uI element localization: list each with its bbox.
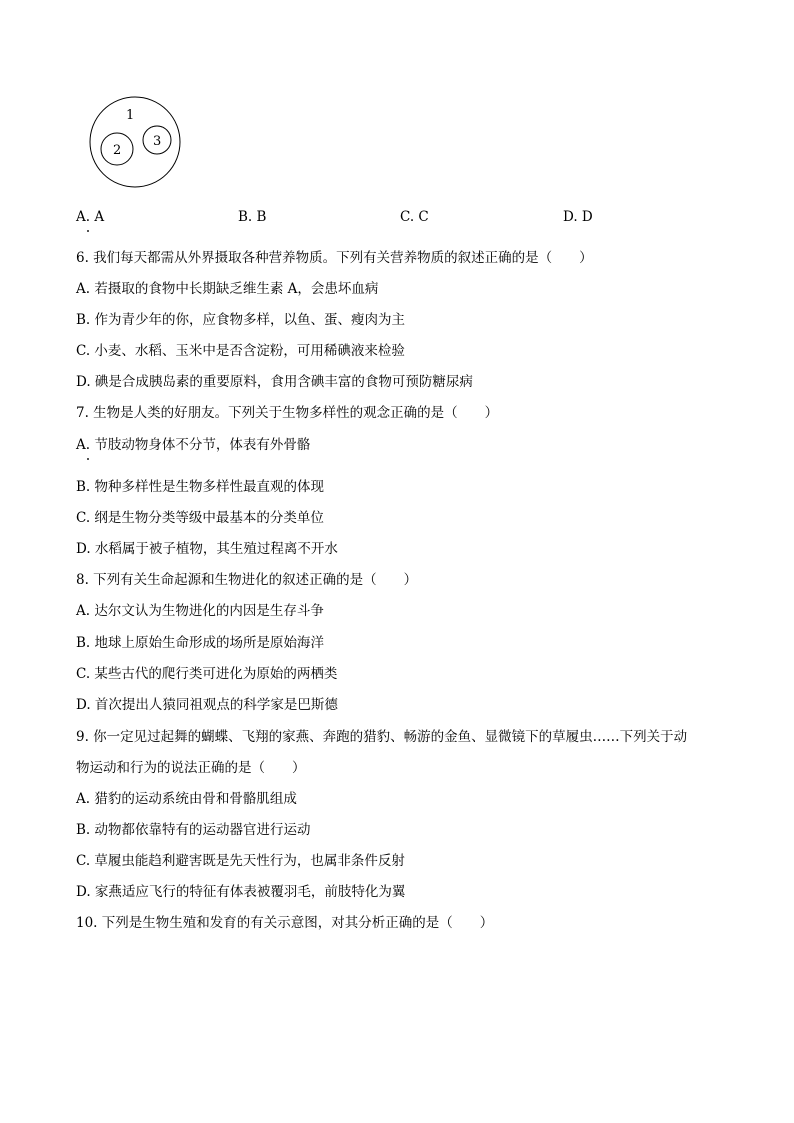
question-9-stem-line-1: 9. 你一定见过起舞的蝴蝶、飞翔的家燕、奔跑的猎豹、畅游的金鱼、显微镜下的草履虫……下列关于动 <box>76 729 688 745</box>
q5-option-b: B. B <box>238 209 267 225</box>
label-3: 3 <box>153 134 162 149</box>
question-7-option-a: A. 节肢动物身体不分节，体表有外骨骼 <box>76 437 311 453</box>
circle-1 <box>90 97 180 187</box>
q5-option-a: A. A <box>76 209 105 225</box>
question-8-stem: 8. 下列有关生命起源和生物进化的叙述正确的是（ ） <box>76 572 418 588</box>
question-6-option-b: B. 作为青少年的你，应食物多样，以鱼、蛋、瘦肉为主 <box>76 312 406 328</box>
question-8-option-b: B. 地球上原始生命形成的场所是原始海洋 <box>76 635 325 651</box>
question-6-option-d: D. 碘是合成胰岛素的重要原料，食用含碘丰富的食物可预防糖尿病 <box>76 374 473 390</box>
q5-option-c: C. C <box>400 209 429 225</box>
question-9-stem-line-2: 物运动和行为的说法正确的是（ ） <box>76 760 306 776</box>
question-9-option-d: D. 家燕适应飞行的特征有体表被覆羽毛，前肢特化为翼 <box>76 884 406 900</box>
question-9-option-c: C. 草履虫能趋利避害既是先天性行为，也属非条件反射 <box>76 853 405 869</box>
label-2: 2 <box>113 143 122 158</box>
tick-mark <box>87 230 89 232</box>
question-7-option-d: D. 水稻属于被子植物，其生殖过程离不开水 <box>76 541 338 557</box>
tick-mark <box>87 458 89 460</box>
label-1: 1 <box>126 108 135 123</box>
question-9-option-a: A. 猎豹的运动系统由骨和骨骼肌组成 <box>76 791 297 807</box>
question-8-option-a: A. 达尔文认为生物进化的内因是生存斗争 <box>76 603 324 619</box>
question-6-stem: 6. 我们每天都需从外界摄取各种营养物质。下列有关营养物质的叙述正确的是（ ） <box>76 250 593 266</box>
question-8-option-d: D. 首次提出人猿同祖观点的科学家是巴斯德 <box>76 697 338 713</box>
question-6-option-a: A. 若摄取的食物中长期缺乏维生素 A，会患坏血病 <box>76 281 379 297</box>
question-10-stem: 10. 下列是生物生殖和发育的有关示意图，对其分析正确的是（ ） <box>76 915 494 931</box>
nested-circles-figure <box>88 95 182 189</box>
question-7-option-b: B. 物种多样性是生物多样性最直观的体现 <box>76 479 325 495</box>
question-8-option-c: C. 某些古代的爬行类可进化为原始的两栖类 <box>76 666 338 682</box>
question-9-option-b: B. 动物都依靠特有的运动器官进行运动 <box>76 822 311 838</box>
q5-option-d: D. D <box>563 209 593 225</box>
question-7-stem: 7. 生物是人类的好朋友。下列关于生物多样性的观念正确的是（ ） <box>76 405 499 421</box>
question-6-option-c: C. 小麦、水稻、玉米中是否含淀粉，可用稀碘液来检验 <box>76 343 405 359</box>
question-7-option-c: C. 纲是生物分类等级中最基本的分类单位 <box>76 510 324 526</box>
